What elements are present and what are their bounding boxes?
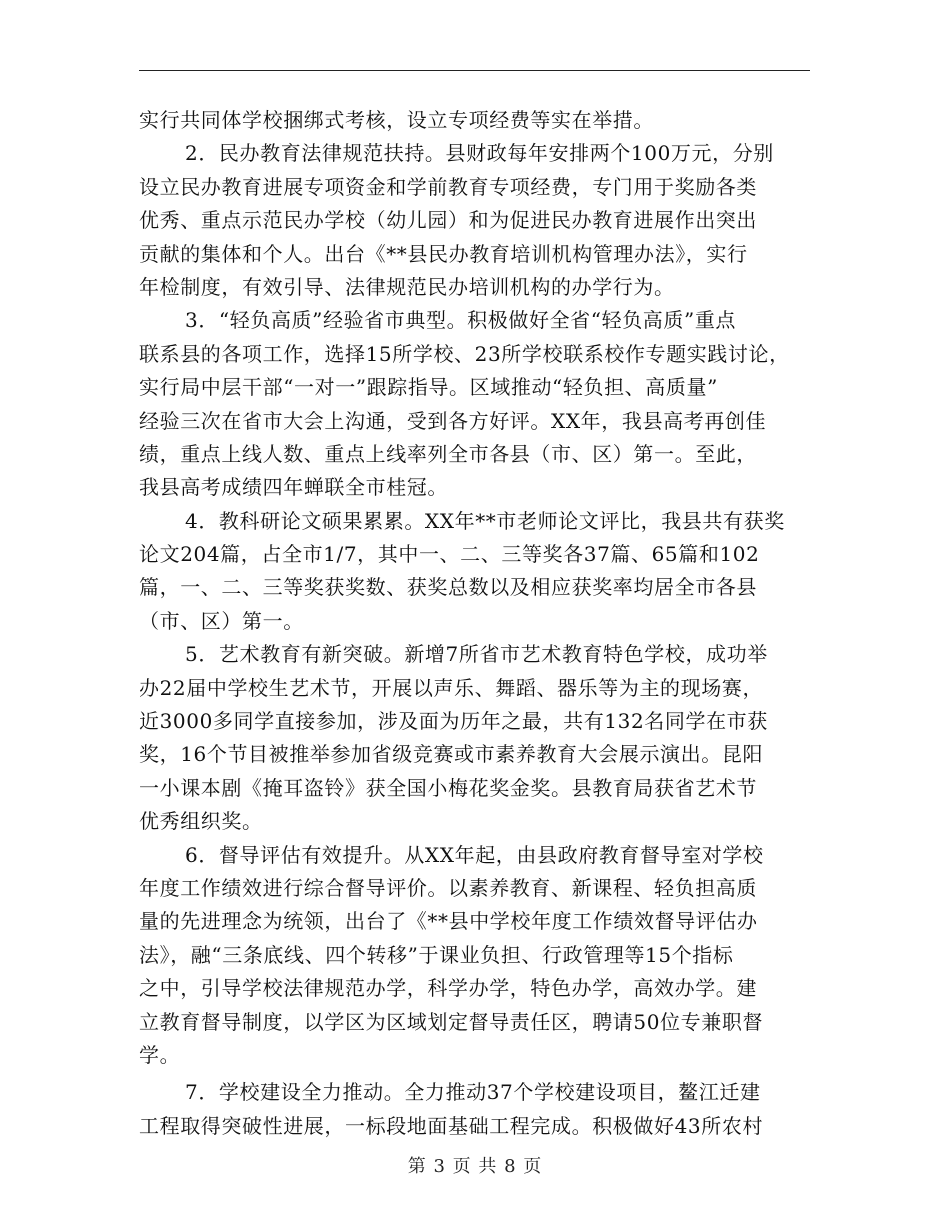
text-line: 量的先进理念为统领，出台了《**县中学校年度工作绩效督导评估办 xyxy=(139,909,758,934)
text-line: 4．教科研论文硕果累累。XX年**市老师论文评比，我县共有获奖 xyxy=(185,508,785,533)
text-line: 2．民办教育法律规范扶持。县财政每年安排两个100万元，分别 xyxy=(185,141,774,166)
text-line: 设立民办教育进展专项资金和学前教育专项经费，专门用于奖励各类 xyxy=(139,174,757,199)
text-line: 5．艺术教育有新突破。新增7所省市艺术教育特色学校，成功举 xyxy=(185,642,768,667)
text-line: 优秀、重点示范民办学校（幼儿园）和为促进民办教育进展作出突出 xyxy=(139,208,757,233)
text-line: 年检制度，有效引导、法律规范民办培训机构的办学行为。 xyxy=(139,274,675,299)
text-line: （市、区）第一。 xyxy=(139,608,304,633)
text-line: 经验三次在省市大会上沟通，受到各方好评。XX年，我县高考再创佳 xyxy=(139,408,767,433)
text-line: 年度工作绩效进行综合督导评价。以素养教育、新课程、轻负担高质 xyxy=(139,875,757,900)
text-line: 工程取得突破性进展，一标段地面基础工程完成。积极做好43所农村 xyxy=(139,1113,764,1138)
text-line: 办22届中学校生艺术节，开展以声乐、舞蹈、器乐等为主的现场赛， xyxy=(139,675,764,700)
text-line: 优秀组织奖。 xyxy=(139,809,263,834)
header-rule xyxy=(139,70,810,71)
text-line: 贡献的集体和个人。出台《**县民办教育培训机构管理办法》，实行 xyxy=(139,241,748,266)
text-line: 实行局中层干部“一对一”跟踪指导。区域推动“轻负担、高质量” xyxy=(139,375,718,400)
document-body xyxy=(139,104,829,1143)
page-number: 第 3 页 共 8 页 xyxy=(407,1156,543,1177)
text-line: 近3000多同学直接参加，涉及面为历年之最，共有132名同学在市获 xyxy=(139,709,768,734)
text-line: 我县高考成绩四年蝉联全市桂冠。 xyxy=(139,475,448,500)
text-line: 3．“轻负高质”经验省市典型。积极做好全省“轻负高质”重点 xyxy=(185,308,737,333)
text-line: 学。 xyxy=(139,1042,181,1067)
text-line: 一小课本剧《掩耳盗铃》获全国小梅花奖金奖。县教育局获省艺术节 xyxy=(139,775,757,800)
text-line: 联系县的各项工作，选择15所学校、23所学校联系校作专题实践讨论， xyxy=(139,341,790,366)
text-line: 论文204篇，占全市1/7，其中一、二、三等奖各37篇、65篇和102 xyxy=(139,542,760,567)
text-line: 奖，16个节目被推举参加省级竞赛或市素养教育大会展示演出。昆阳 xyxy=(139,742,764,767)
text-line: 实行共同体学校捆绑式考核，设立专项经费等实在举措。 xyxy=(139,108,654,132)
text-line: 法》，融“三条底线、四个转移”于课业负担、行政管理等15个指标 xyxy=(139,942,734,967)
text-line: 7．学校建设全力推动。全力推动37个学校建设项目，鳌江迁建 xyxy=(185,1080,761,1105)
text-line: 篇，一、二、三等奖获奖数、获奖总数以及相应获奖率均居全市各县 xyxy=(139,575,757,600)
text-line: 立教育督导制度，以学区为区域划定督导责任区，聘请50位专兼职督 xyxy=(139,1009,764,1034)
text-line: 6．督导评估有效提升。从XX年起，由县政府教育督导室对学校 xyxy=(185,842,764,867)
text-line: 绩，重点上线人数、重点上线率列全市各县（市、区）第一。至此， xyxy=(139,441,757,466)
text-line: 之中，引导学校法律规范办学，科学办学，特色办学，高效办学。建 xyxy=(139,976,757,1001)
